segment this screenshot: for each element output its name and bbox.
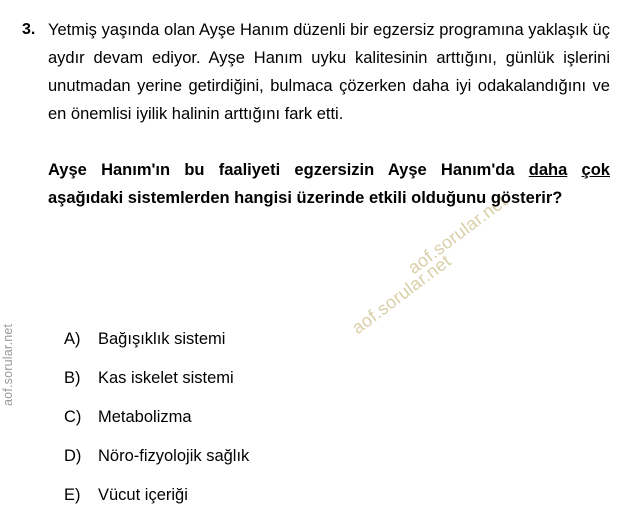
option-c-label: Metabolizma	[98, 408, 192, 426]
question-row	[22, 16, 610, 212]
option-e[interactable]	[64, 486, 604, 525]
option-e-letter: E)	[64, 486, 81, 504]
option-d-label: Nöro-fizyolojik sağlık	[98, 447, 250, 465]
answer-options	[64, 330, 604, 525]
watermark-side: aof.sorular.net	[1, 323, 15, 406]
option-b-letter: B)	[64, 369, 81, 387]
prompt-segment-1: Ayşe Hanım'ın bu faaliyeti egzersizin Ayşe Hanım'da	[48, 161, 529, 179]
option-d-letter: D)	[64, 447, 82, 465]
option-e-label: Vücut içeriği	[98, 486, 188, 504]
watermark-diagonal-2: aof.sorular.net	[404, 190, 511, 278]
prompt-segment-2	[567, 161, 581, 179]
watermark-diagonal-1: aof.sorular.net	[348, 250, 455, 338]
prompt-emphasis-2: çok	[581, 161, 610, 179]
question-prompt	[48, 128, 610, 212]
option-a-letter: A)	[64, 330, 81, 348]
question-block	[22, 16, 610, 212]
prompt-segment-3: aşağıdaki sistemlerden hangisi üzerinde etkili olduğunu gösterir?	[48, 189, 563, 207]
prompt-emphasis-1: daha	[528, 161, 568, 179]
option-a-label: Bağışıklık sistemi	[98, 330, 226, 348]
option-b-label: Kas iskelet sistemi	[98, 369, 234, 387]
option-a[interactable]	[64, 330, 604, 369]
question-stem: Yetmiş yaşında olan Ayşe Hanım düzenli bir egzersiz programına yaklaşık üç aydır devam ediyor. Ayşe Hanım uyku kalitesinin arttığını, günlük işlerini unutmadan yerine getirdiğini, bulmaca çözerken daha iyi odakalandığını ve en önemlisi iyilik halinin arttığını fark etti.	[48, 21, 610, 123]
option-c[interactable]	[64, 408, 604, 447]
question-body	[48, 16, 610, 212]
question-number: 3.	[22, 21, 36, 38]
option-c-letter: C)	[64, 408, 82, 426]
option-b[interactable]	[64, 369, 604, 408]
option-d[interactable]	[64, 447, 604, 486]
